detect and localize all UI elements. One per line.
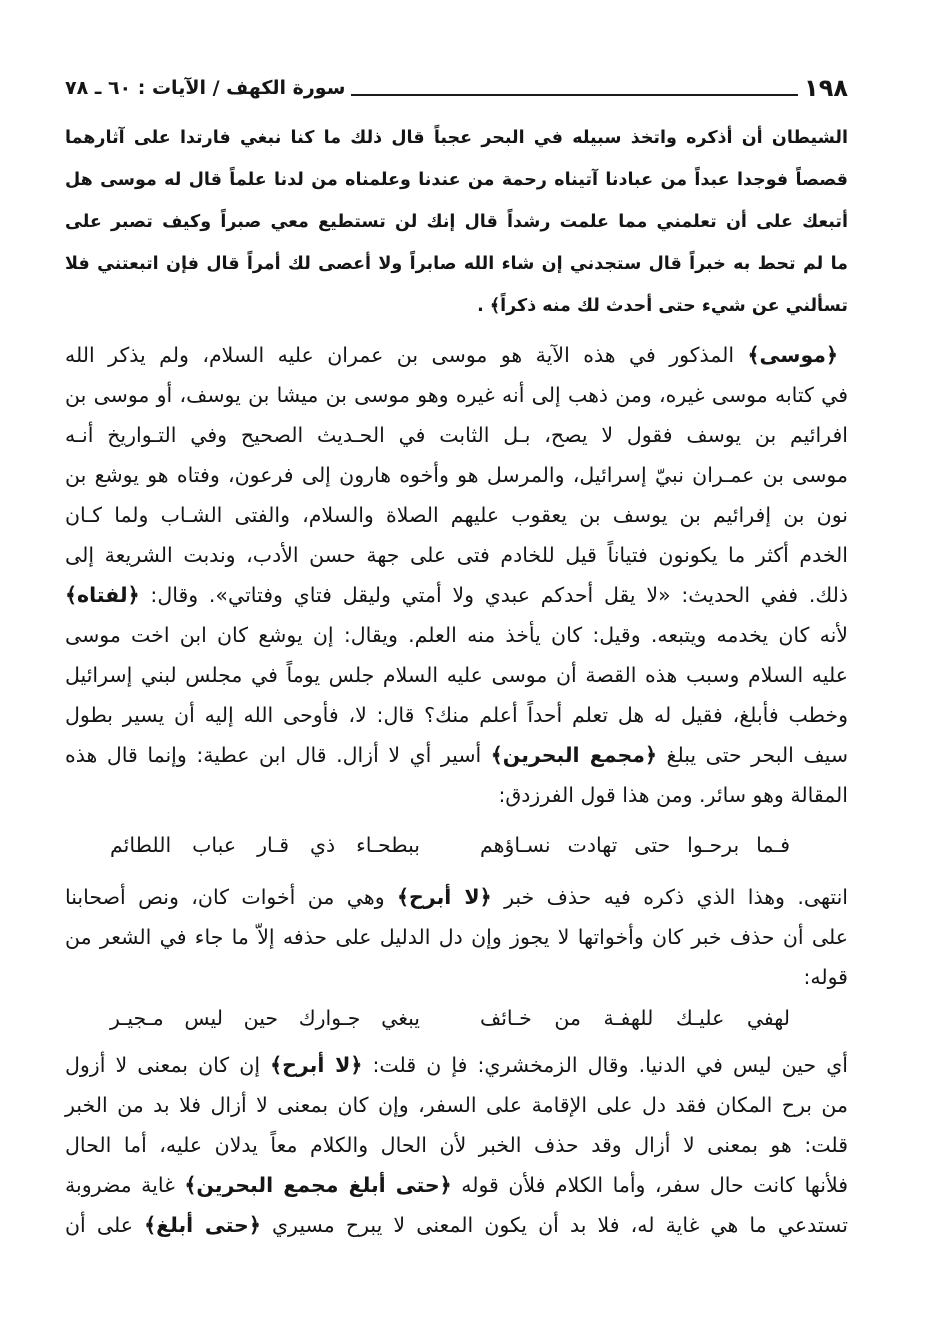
- text-line: قلت: هو بمعنى لا أزال وقد حذف الخبر لأن الحال والكلام معاً يدلان عليه، أما الحال: [65, 1133, 848, 1157]
- text-segment: سيف البحر حتى يبلغ: [656, 743, 848, 767]
- text-segment: انتهى. وهذا الذي ذكره فيه حذف خبر: [491, 885, 848, 909]
- text-segment: إن كان بمعنى لا أزول: [65, 1053, 271, 1077]
- text-line: من برح المكان فقد دل على الإقامة على السفر، وإن كان بمعنى لا أزال فلا بد من الخبر: [65, 1093, 848, 1117]
- commentary-paragraph: [65, 335, 848, 815]
- poem-verse: [65, 998, 848, 1038]
- text-segment: المذكور في هذه الآية هو موسى بن عمران عليه السلام، ولم يذكر الله: [65, 343, 748, 367]
- text-segment: وهي من أخوات كان، ونص أصحابنا: [65, 885, 398, 909]
- header-rule: [351, 94, 798, 96]
- text-line: عليه السلام وسبب هذه القصة أن موسى عليه السلام جلس يوماً في مجلس لبني إسرائيل: [65, 663, 848, 687]
- quran-quote: ﴿حتى أبلغ مجمع البحرين﴾: [184, 1173, 452, 1197]
- text-line: المقالة وهو سائر. ومن هذا قول الفرزدق:: [498, 783, 848, 807]
- text-line: الخدم أكثر ما يكونون فتياناً قيل للخادم فتى على جهة حسن الأدب، وندبت الشريعة إلى: [65, 543, 848, 567]
- running-title: سورة الكهف / الآيات : ٦٠ ـ ٧٨: [65, 77, 346, 99]
- page-header: [65, 70, 848, 106]
- quran-quote: ﴿موسى﴾: [747, 343, 838, 367]
- quran-line: قصصاً فوجدا عبداً من عبادنا آتيناه رحمة من عندنا وعلمناه من لدنا علماً قال له موسى هل: [65, 170, 848, 190]
- text-line: افرائيم بن يوسف فقول لا يصح، بـل الثابت في الحـديث الصحيح وفي التـواريخ أنـه: [65, 423, 848, 447]
- text-line: [65, 735, 848, 775]
- text-line: لأنه كان يخدمه ويتبعه. وقيل: كان يأخذ منه العلم. ويقال: إن يوشع كان ابن اخت موسى: [65, 623, 848, 647]
- poem-verse: [65, 825, 848, 865]
- quran-line: الشيطان أن أذكره واتخذ سبيله في البحر عجباً قال ذلك ما كنا نبغي فارتدا على آثارهما: [65, 128, 848, 148]
- text-segment: أسير أي لا أزال. قال ابن عطية: وإنما قال هذه: [65, 743, 491, 767]
- quran-line: أتبعك على أن تعلمني مما علمت رشداً قال إنك لن تستطيع معي صبراً وكيف تصبر على: [65, 212, 848, 232]
- poem-first-hemistich: فـما برحـوا حتى تهادت نسـاؤهم: [480, 833, 790, 857]
- text-line: موسى بن عمـران نبيّ إسرائيل، والمرسل هو وأخوه هارون إلى فرعون، وفتاه هو يوشع بن: [65, 463, 848, 487]
- quran-line: تسألني عن شيء حتى أحدث لك منه ذكراً﴾ .: [477, 296, 848, 316]
- text-segment: تستدعي ما هي غاية له، فلا بد أن يكون المعنى لا يبرح مسيري: [260, 1213, 849, 1237]
- quran-quote: ﴿لا أبرح﴾: [397, 885, 492, 909]
- commentary-paragraph: [65, 1045, 848, 1245]
- text-line: على أن حذف خبر كان وأخواتها لا يجوز وإن دل الدليل على حذفه إلاّ ما جاء في الشعر من: [65, 925, 848, 949]
- quran-quote: ﴿لفتاه﴾: [65, 583, 140, 607]
- text-segment: فلأنها كانت حال سفر، وأما الكلام فلأن قوله: [451, 1173, 848, 1197]
- text-segment: ذلك. ففي الحديث: «لا يقل أحدكم عبدي ولا أمتي وليقل فتاي وفتاتي». وقال:: [139, 583, 848, 607]
- text-line: قوله:: [803, 965, 848, 989]
- poem-second-hemistich: يبغي جـوارك حين ليس مـجيـر: [110, 1006, 420, 1030]
- text-line: [65, 335, 848, 375]
- quran-passage: [65, 117, 848, 327]
- quran-quote: ﴿مجمع البحرين﴾: [490, 743, 657, 767]
- commentary-paragraph: [65, 877, 848, 997]
- quran-quote: ﴿حتى أبلغ﴾: [144, 1213, 261, 1237]
- text-line: [65, 1205, 848, 1245]
- text-line: [65, 1165, 848, 1205]
- poem-first-hemistich: لهفي عليـك للهفـة من خـائف: [480, 1006, 790, 1030]
- text-segment: غاية مضروبة: [65, 1173, 185, 1197]
- text-line: [65, 1045, 848, 1085]
- page-number: ١٩٨: [804, 74, 848, 102]
- text-line: في كتابه موسى غيره، ومن ذهب إلى أنه غيره وهو موسى بن ميشا بن يوسف، أو موسى بن: [65, 383, 848, 407]
- quran-line: ما لم تحط به خبراً قال ستجدني إن شاء الله صابراً ولا أعصى لك أمراً قال فإن اتبعتني فلا: [65, 254, 848, 274]
- text-segment: أي حين ليس في الدنيا. وقال الزمخشري: فإ ن قلت:: [362, 1053, 848, 1077]
- poem-second-hemistich: ببطحـاء ذي قـار عباب اللطائم: [110, 833, 420, 857]
- text-line: [65, 575, 848, 615]
- text-line: وخطب فأبلغ، فقيل له هل تعلم أحداً أعلم منك؟ قال: لا، فأوحى الله إليه أن يسير بطول: [65, 703, 848, 727]
- text-line: نون بن إفرائيم بن يوسف بن يعقوب عليهم الصلاة والسلام، والفتى الشـاب ولما كـان: [65, 503, 848, 527]
- quran-quote: ﴿لا أبرح﴾: [270, 1053, 363, 1077]
- text-line: [65, 877, 848, 917]
- text-segment: على أن: [65, 1213, 145, 1237]
